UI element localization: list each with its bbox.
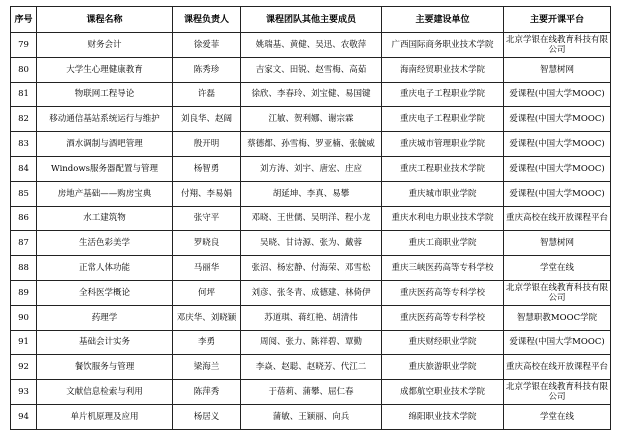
- table-row: [11, 107, 611, 132]
- cell-course-name: 文献信息检索与利用: [37, 380, 173, 405]
- cell-course-lead: 陈秀珍: [173, 57, 241, 82]
- cell-course-name: 酒水调制与酒吧管理: [37, 132, 173, 157]
- cell-platform: 智慧树网: [504, 231, 611, 256]
- cell-no: 88: [11, 256, 37, 281]
- cell-platform: 北京学银在线教育科技有限公司: [504, 280, 611, 305]
- cell-course-name: 房地产基础——购房宝典: [37, 181, 173, 206]
- cell-course-name: 水工建筑物: [37, 206, 173, 231]
- cell-platform: 爱课程(中国大学MOOC): [504, 181, 611, 206]
- header-course-lead: 课程负责人: [173, 7, 241, 33]
- cell-team-members: 蔡德都、孙雪梅、罗亚楠、张毓威: [241, 132, 382, 157]
- cell-build-unit: 重庆工程职业技术学院: [382, 156, 504, 181]
- cell-build-unit: 广西国际商务职业技术学院: [382, 33, 504, 58]
- table-row: [11, 57, 611, 82]
- cell-team-members: 江敏、贺利娜、谢宗霖: [241, 107, 382, 132]
- cell-platform: 智慧职教MOOC学院: [504, 305, 611, 330]
- cell-platform: 北京学银在线教育科技有限公司: [504, 33, 611, 58]
- table-row: [11, 132, 611, 157]
- header-no: 序号: [11, 7, 37, 33]
- cell-team-members: 李焱、赵聪、赵晓芳、代江二: [241, 355, 382, 380]
- cell-team-members: 邓晓、王世儒、吴明洋、程小龙: [241, 206, 382, 231]
- cell-build-unit: 重庆城市职业学院: [382, 181, 504, 206]
- cell-no: 86: [11, 206, 37, 231]
- cell-platform: 爱课程(中国大学MOOC): [504, 82, 611, 107]
- cell-team-members: 姚瑞基、黄健、吴迅、农敬萍: [241, 33, 382, 58]
- cell-no: 81: [11, 82, 37, 107]
- header-course-name: 课程名称: [37, 7, 173, 33]
- table-row: [11, 231, 611, 256]
- cell-team-members: 徐欣、李春玲、刘宝健、易国键: [241, 82, 382, 107]
- cell-platform: 重庆高校在线开放课程平台: [504, 355, 611, 380]
- cell-build-unit: 重庆城市管理职业学院: [382, 132, 504, 157]
- table-row: [11, 206, 611, 231]
- cell-course-name: 财务会计: [37, 33, 173, 58]
- cell-course-name: 餐饮服务与管理: [37, 355, 173, 380]
- cell-course-lead: 殷开明: [173, 132, 241, 157]
- cell-build-unit: 重庆水利电力职业技术学院: [382, 206, 504, 231]
- cell-no: 80: [11, 57, 37, 82]
- cell-course-name: 全科医学概论: [37, 280, 173, 305]
- cell-platform: 爱课程(中国大学MOOC): [504, 156, 611, 181]
- cell-platform: 爱课程(中国大学MOOC): [504, 107, 611, 132]
- cell-course-name: 正常人体功能: [37, 256, 173, 281]
- table-header-row: [11, 7, 611, 33]
- table-row: [11, 156, 611, 181]
- cell-team-members: 吉家文、田锐、赵雪梅、高茹: [241, 57, 382, 82]
- cell-platform: 重庆高校在线开放课程平台: [504, 206, 611, 231]
- cell-no: 84: [11, 156, 37, 181]
- cell-team-members: 蒲敏、王颖丽、向兵: [241, 404, 382, 429]
- cell-no: 92: [11, 355, 37, 380]
- cell-course-lead: 何坪: [173, 280, 241, 305]
- cell-build-unit: 重庆财经职业学院: [382, 330, 504, 355]
- cell-no: 85: [11, 181, 37, 206]
- cell-course-name: Windows服务器配置与管理: [37, 156, 173, 181]
- table-row: [11, 256, 611, 281]
- cell-platform: 学堂在线: [504, 404, 611, 429]
- cell-build-unit: 成都航空职业技术学院: [382, 380, 504, 405]
- cell-platform: 爱课程(中国大学MOOC): [504, 330, 611, 355]
- cell-build-unit: 海南经贸职业技术学院: [382, 57, 504, 82]
- cell-build-unit: 重庆医药高等专科学校: [382, 305, 504, 330]
- cell-platform: 爱课程(中国大学MOOC): [504, 132, 611, 157]
- cell-no: 91: [11, 330, 37, 355]
- table-row: [11, 404, 611, 429]
- cell-course-name: 移动通信基站系统运行与维护: [37, 107, 173, 132]
- cell-team-members: 吴晓、甘诗源、张为、戴蓉: [241, 231, 382, 256]
- cell-course-lead: 李勇: [173, 330, 241, 355]
- table-row: [11, 305, 611, 330]
- cell-course-lead: 徐爱菲: [173, 33, 241, 58]
- cell-course-lead: 罗晓良: [173, 231, 241, 256]
- cell-build-unit: 重庆工商职业学院: [382, 231, 504, 256]
- table-row: [11, 355, 611, 380]
- cell-no: 89: [11, 280, 37, 305]
- cell-no: 94: [11, 404, 37, 429]
- table-row: [11, 330, 611, 355]
- cell-course-lead: 陈萍秀: [173, 380, 241, 405]
- cell-course-name: 大学生心理健康教育: [37, 57, 173, 82]
- cell-course-name: 生活色彩美学: [37, 231, 173, 256]
- course-table: [10, 6, 611, 430]
- cell-team-members: 苏道琪、蒋红艳、胡清伟: [241, 305, 382, 330]
- cell-build-unit: 重庆三峡医药高等专科学校: [382, 256, 504, 281]
- header-build-unit: 主要建设单位: [382, 7, 504, 33]
- table-body: [11, 33, 611, 430]
- table-row: [11, 33, 611, 58]
- cell-course-lead: 邓庆华、刘晓颖: [173, 305, 241, 330]
- cell-course-name: 药理学: [37, 305, 173, 330]
- table-row: [11, 280, 611, 305]
- cell-course-lead: 马丽华: [173, 256, 241, 281]
- cell-team-members: 张沼、杨宏静、付海荣、邓雪松: [241, 256, 382, 281]
- cell-build-unit: 绵阳职业技术学院: [382, 404, 504, 429]
- cell-course-lead: 杨智勇: [173, 156, 241, 181]
- cell-course-name: 基础会计实务: [37, 330, 173, 355]
- cell-course-lead: 付翔、李易娟: [173, 181, 241, 206]
- cell-build-unit: 重庆电子工程职业学院: [382, 82, 504, 107]
- cell-course-lead: 张守平: [173, 206, 241, 231]
- header-platform: 主要开课平台: [504, 7, 611, 33]
- cell-no: 79: [11, 33, 37, 58]
- cell-course-lead: 许磊: [173, 82, 241, 107]
- cell-no: 90: [11, 305, 37, 330]
- cell-team-members: 胡延坤、李真、易攀: [241, 181, 382, 206]
- cell-no: 83: [11, 132, 37, 157]
- cell-no: 93: [11, 380, 37, 405]
- cell-build-unit: 重庆电子工程职业学院: [382, 107, 504, 132]
- cell-platform: 北京学银在线教育科技有限公司: [504, 380, 611, 405]
- cell-team-members: 刘方涛、刘宇、唐宏、庄应: [241, 156, 382, 181]
- cell-build-unit: 重庆医药高等专科学校: [382, 280, 504, 305]
- cell-course-lead: 杨居义: [173, 404, 241, 429]
- table-row: [11, 181, 611, 206]
- cell-no: 82: [11, 107, 37, 132]
- cell-build-unit: 重庆旅游职业学院: [382, 355, 504, 380]
- table-row: [11, 82, 611, 107]
- header-team-members: 课程团队其他主要成员: [241, 7, 382, 33]
- table-row: [11, 380, 611, 405]
- cell-team-members: 周阅、张力、陈祥碧、覃勤: [241, 330, 382, 355]
- cell-course-name: 单片机原理及应用: [37, 404, 173, 429]
- cell-team-members: 于蓓莉、蒲攀、屈仁春: [241, 380, 382, 405]
- cell-platform: 智慧树网: [504, 57, 611, 82]
- document-page: [10, 6, 610, 426]
- cell-no: 87: [11, 231, 37, 256]
- cell-team-members: 刘彦、张冬青、成德建、林倚伊: [241, 280, 382, 305]
- cell-course-lead: 梁海兰: [173, 355, 241, 380]
- cell-course-name: 物联网工程导论: [37, 82, 173, 107]
- cell-platform: 学堂在线: [504, 256, 611, 281]
- cell-course-lead: 刘良华、赵阔: [173, 107, 241, 132]
